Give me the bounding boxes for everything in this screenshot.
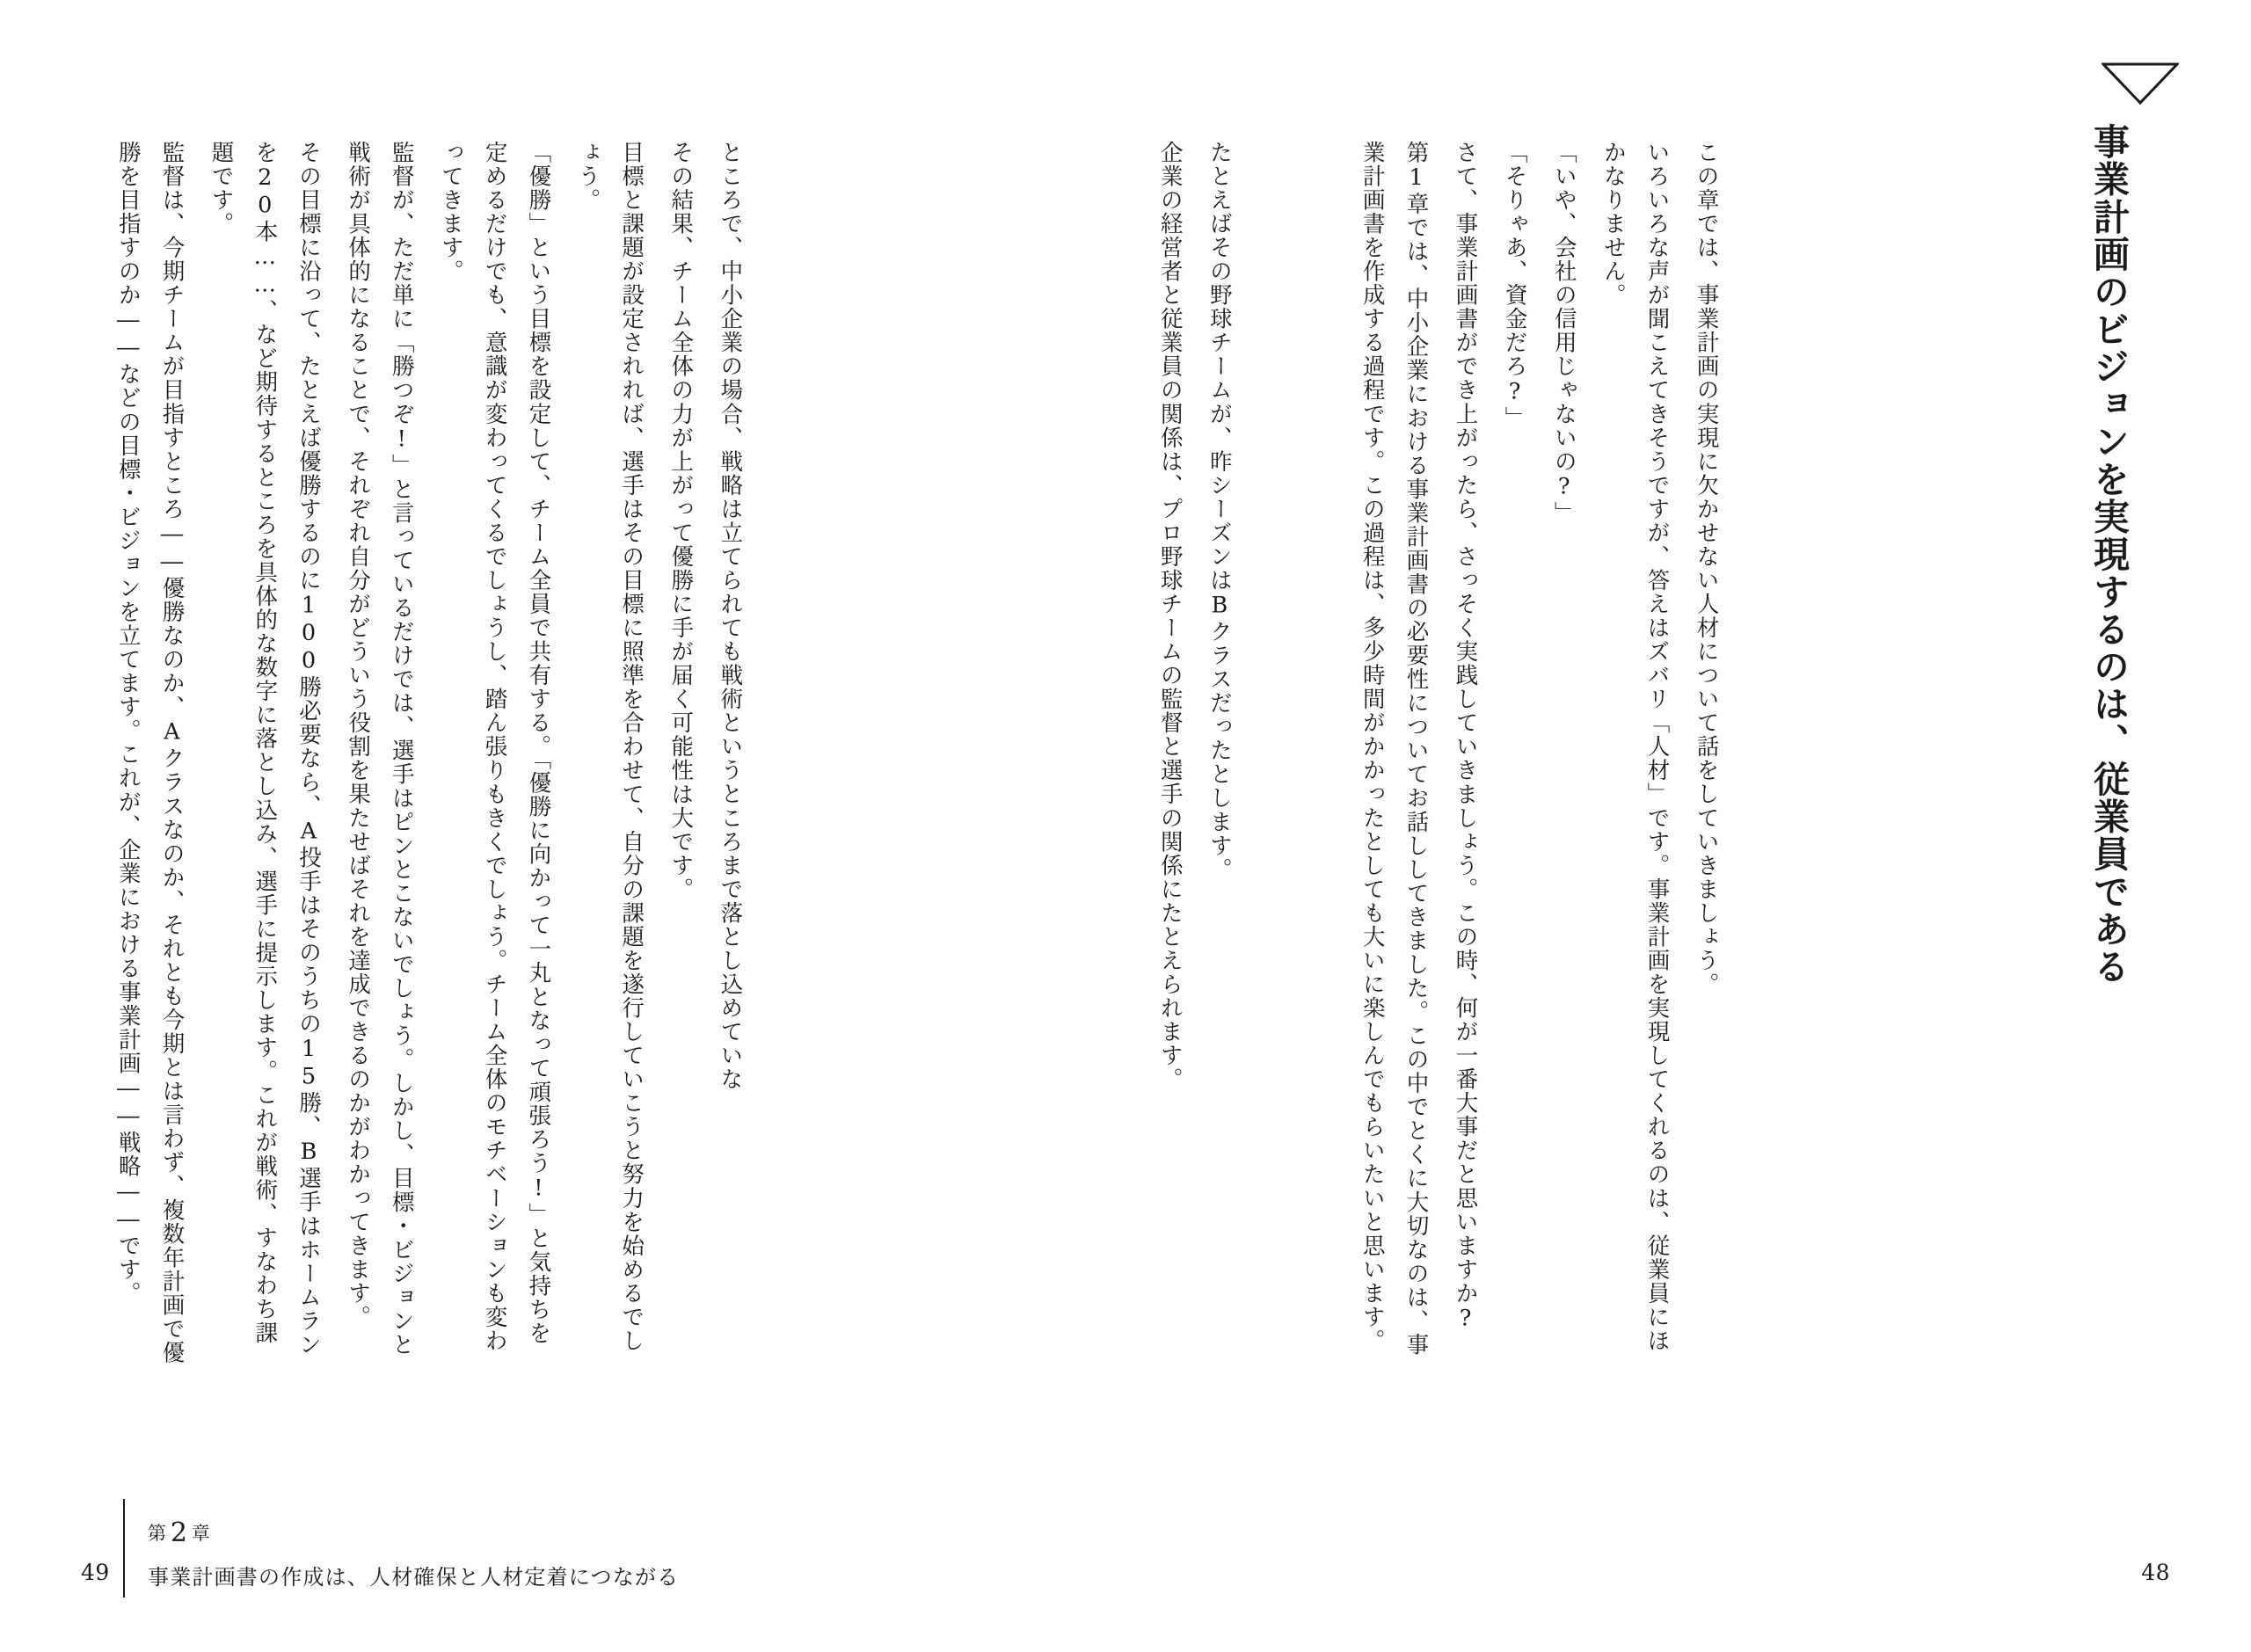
paragraph: 第1章では、中小企業における事業計画書の必要性についてお話ししてきました。この中でとくに大切なのは、事業計画書を作成する過程です。この過程は、多少時間がかかったとしても大いに楽しんでもらいたいと思います。 <box>1359 141 1430 1357</box>
paragraph: 目標と課題が設定されれば、選手はその目標に照準を合わせて、自分の課題を遂行していこうと努力を始めるでしょう。 <box>574 141 645 1353</box>
paragraph: たとえばその野球チームが、昨シーズンはBクラスだったとします。 <box>1206 141 1233 882</box>
page-number-left: 49 <box>81 1560 110 1585</box>
page-number-right: 48 <box>2141 1560 2170 1585</box>
paragraph: この章では、事業計画の実現に欠かせない人材について話をしていきましょう。 <box>1693 141 1720 997</box>
paragraph: 監督が、ただ単に「勝つぞ!」と言っているだけでは、選手はピンとこないでしょう。しかし、目標・ビジョンと戦術が具体的になることで、それぞれ自分がどういう役割を果たせばそれを達成できるのかがわかってきます。 <box>345 141 415 1357</box>
paragraph: ところで、中小企業の場合、戦略は立てられても戦術というところまで落とし込めていな <box>717 141 744 1092</box>
paragraph: その結果、チーム全体の力が上がって優勝に手が届く可能性は大です。 <box>667 141 695 901</box>
body-text-right <box>1350 141 2053 1367</box>
chapter-number: 2 <box>170 1517 188 1548</box>
page-title: 事業計画のビジョンを実現するのは、従業員である <box>2087 123 2130 986</box>
paragraph: 「優勝」という目標を設定して、チーム全員で共有する。「優勝に向かって一丸となって頑張ろう!」と気持ちを定めるだけでも、意識が変わってくるでしょうし、踏ん張りもきくでしょう。チーム全体のモチベーションも変わってきます。 <box>437 141 552 1353</box>
chapter-label-prefix: 第 <box>148 1523 167 1544</box>
paragraph: その目標に沿って、たとえば優勝するのに100勝必要なら、A投手はそのうちの15勝、B選手はホームランを20本……、など期待するところを具体的な数字に落とし込み、選手に提示します。これが戦術、すなわち課題です。 <box>208 141 322 1357</box>
paragraph: 「そりゃあ、資金だろ?」 <box>1501 141 1528 430</box>
body-text-left <box>106 141 1042 1367</box>
paragraph: さて、事業計画書ができ上がったら、さっそく実践していきましょう。この時、何が一番大事だと思いますか? <box>1452 141 1479 1334</box>
body-text-right-cont <box>1147 141 1332 1367</box>
paragraph: 「いや、会社の信用じゃないの?」 <box>1550 141 1577 525</box>
chapter-badge <box>148 1517 211 1548</box>
paragraph: いろいろな声が聞こえてきそうですが、答えはズバリ「人材」です。事業計画を実現してくれるのは、従業員にほかなりません。 <box>1599 141 1671 1353</box>
chapter-label-suffix: 章 <box>191 1523 211 1544</box>
footer-divider <box>123 1499 125 1597</box>
paragraph: 企業の経営者と従業員の関係は、プロ野球チームの監督と選手の関係にたとえられます。 <box>1156 141 1184 1092</box>
running-head: 事業計画書の作成は、人材確保と人材定着につながる <box>148 1565 680 1590</box>
paragraph: 監督は、今期チームが目指すところ――優勝なのか、Aクラスなのか、それとも今期とは言わず、複数年計画で優勝を目指すのか――などの目標・ビジョンを立てます。これが、企業における事業計画――戦略――です。 <box>114 141 186 1365</box>
page-right <box>1126 0 2251 1652</box>
